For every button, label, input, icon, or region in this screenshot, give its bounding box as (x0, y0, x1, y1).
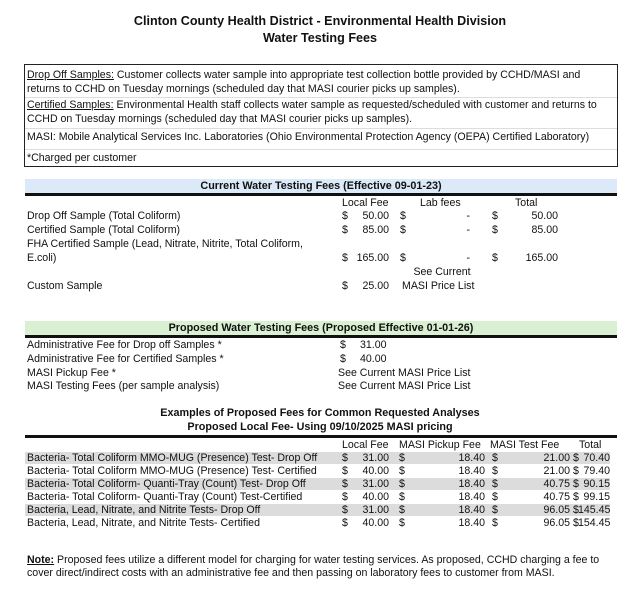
drop-off-definition-cont: returns to CCHD on Tuesday mornings (scheduled day that MASI courier picks up samples). (27, 83, 460, 95)
document-title: Clinton County Health District - Environmental Health Division (133, 14, 507, 28)
example-local-fee: 40.00 (362, 491, 389, 503)
currency-sign: $ (399, 504, 405, 516)
example-local-fee: 31.00 (362, 478, 389, 490)
col-masi-test-fee: MASI Test Fee (490, 439, 560, 451)
example-pickup-fee: 18.40 (458, 504, 485, 516)
currency-sign: $ (492, 210, 498, 222)
definitions-box (24, 64, 618, 167)
example-total: 70.40 (583, 452, 610, 464)
example-pickup-fee: 18.40 (458, 517, 485, 529)
note-label: Note: (27, 554, 55, 566)
example-test-fee: 96.05 (543, 504, 570, 516)
example-test-fee: 40.75 (543, 478, 570, 490)
col-local-fee: Local Fee (342, 197, 389, 209)
example-pickup-fee: 18.40 (458, 465, 485, 477)
charged-note: *Charged per customer (27, 152, 137, 164)
proposed-row-name: MASI Testing Fees (per sample analysis) (27, 380, 220, 392)
example-total: 99.15 (583, 491, 610, 503)
currency-sign: $ (492, 491, 498, 503)
example-row-name: Bacteria- Total Coliform- Quanti-Tray (Count) Test-Certified (27, 491, 303, 503)
proposed-fees-header: Proposed Water Testing Fees (Proposed Effective 01-01-26) (25, 321, 617, 335)
currency-sign: $ (340, 353, 346, 365)
current-row-name-cont: E.coli) (27, 252, 57, 264)
currency-sign: $ (400, 224, 406, 236)
example-total: 90.15 (583, 478, 610, 490)
currency-sign: $ (399, 465, 405, 477)
example-local-fee: 40.00 (362, 517, 389, 529)
currency-sign: $ (399, 491, 405, 503)
current-lab-fee: - (466, 224, 470, 236)
current-lab-fee-note-cont: MASI Price List (402, 280, 475, 292)
current-row-name: Custom Sample (27, 280, 103, 292)
divider (25, 128, 617, 129)
currency-sign: $ (342, 210, 348, 222)
proposed-row-name: Administrative Fee for Certified Samples * (27, 353, 224, 365)
currency-sign: $ (573, 478, 579, 490)
currency-sign: $ (492, 517, 498, 529)
example-row-name: Bacteria- Total Coliform- Quanti-Tray (Count) Test- Drop Off (27, 478, 306, 490)
header-rule (25, 435, 617, 438)
currency-sign: $ (342, 491, 348, 503)
drop-off-text: Customer collects water sample into appropriate test collection bottle provided by CCHD/MASI and (113, 69, 581, 81)
currency-sign: $ (573, 491, 579, 503)
currency-sign: $ (492, 504, 498, 516)
current-lab-fee: - (466, 210, 470, 222)
example-row-name: Bacteria, Lead, Nitrate, and Nitrite Tests- Drop Off (27, 504, 261, 516)
note-text: Proposed fees utilize a different model for charging for water testing services. As proposed, CCHD charging a fee to (54, 554, 600, 566)
current-fees-header: Current Water Testing Fees (Effective 09-01-23) (25, 179, 617, 193)
currency-sign: $ (342, 465, 348, 477)
header-rule (25, 335, 617, 338)
currency-sign: $ (342, 224, 348, 236)
example-pickup-fee: 18.40 (458, 478, 485, 490)
certified-definition (25, 98, 617, 112)
current-row-name: Drop Off Sample (Total Coliform) (27, 210, 181, 222)
current-row-name: FHA Certified Sample (Lead, Nitrate, Nitrite, Total Coliform, (27, 238, 303, 250)
masi-definition: MASI: Mobile Analytical Services Inc. Laboratories (Ohio Environmental Protection Agency (OEPA) Certified Laboratory) (27, 131, 590, 143)
proposed-row-name: MASI Pickup Fee * (27, 367, 116, 379)
example-total: 79.40 (583, 465, 610, 477)
example-test-fee: 96.05 (543, 517, 570, 529)
footnote (27, 554, 627, 580)
currency-sign: $ (342, 478, 348, 490)
current-local-fee: 50.00 (362, 210, 389, 222)
certified-definition-cont: CCHD on Tuesday mornings (scheduled day that MASI courier picks up samples). (27, 113, 413, 125)
currency-sign: $ (399, 517, 405, 529)
footnote-line-2: cover direct/indirect costs with an administrative fee and then passing on laboratory fees to customer from MASI. (27, 567, 555, 579)
current-row-name: Certified Sample (Total Coliform) (27, 224, 181, 236)
currency-sign: $ (399, 452, 405, 464)
currency-sign: $ (340, 339, 346, 351)
example-total: 154.45 (578, 517, 611, 529)
current-local-fee: 25.00 (362, 280, 389, 292)
example-local-fee: 31.00 (362, 452, 389, 464)
currency-sign: $ (573, 452, 579, 464)
example-test-fee: 21.00 (543, 465, 570, 477)
currency-sign: $ (342, 280, 348, 292)
proposed-value: 40.00 (360, 353, 387, 365)
current-total: 85.00 (531, 224, 558, 236)
drop-off-label: Drop Off Samples: (27, 69, 114, 81)
certified-text: Environmental Health staff collects water sample as requested/scheduled with customer and returns to (113, 99, 597, 111)
example-row-name: Bacteria- Total Coliform MMO-MUG (Presence) Test- Certified (27, 465, 317, 477)
current-total: 165.00 (525, 252, 558, 264)
currency-sign: $ (492, 252, 498, 264)
header-rule (25, 193, 617, 196)
examples-title: Examples of Proposed Fees for Common Requested Analyses (160, 407, 480, 419)
col-lab-fees: Lab fees (420, 197, 461, 209)
currency-sign: $ (492, 465, 498, 477)
col-total: Total (515, 197, 538, 209)
currency-sign: $ (342, 504, 348, 516)
proposed-value-text: See Current MASI Price List (338, 380, 471, 392)
currency-sign: $ (342, 517, 348, 529)
currency-sign: $ (399, 478, 405, 490)
divider (25, 149, 617, 150)
currency-sign: $ (342, 452, 348, 464)
example-local-fee: 40.00 (362, 465, 389, 477)
currency-sign: $ (400, 252, 406, 264)
currency-sign: $ (400, 210, 406, 222)
drop-off-definition (25, 68, 617, 82)
currency-sign: $ (342, 252, 348, 264)
example-row-name: Bacteria, Lead, Nitrate, and Nitrite Tests- Certified (27, 517, 260, 529)
currency-sign: $ (492, 478, 498, 490)
examples-subtitle: Proposed Local Fee- Using 09/10/2025 MASI pricing (187, 421, 453, 433)
current-local-fee: 165.00 (356, 252, 389, 264)
current-lab-fee: - (466, 252, 470, 264)
currency-sign: $ (573, 465, 579, 477)
example-pickup-fee: 18.40 (458, 452, 485, 464)
col-total: Total (579, 439, 602, 451)
current-lab-fee-note: See Current (413, 266, 471, 278)
current-local-fee: 85.00 (362, 224, 389, 236)
col-masi-pickup-fee: MASI Pickup Fee (399, 439, 481, 451)
current-total: 50.00 (531, 210, 558, 222)
proposed-value-text: See Current MASI Price List (338, 367, 471, 379)
example-local-fee: 31.00 (362, 504, 389, 516)
example-row-name: Bacteria- Total Coliform MMO-MUG (Presence) Test- Drop Off (27, 452, 318, 464)
proposed-value: 31.00 (360, 339, 387, 351)
col-local-fee: Local Fee (342, 439, 389, 451)
currency-sign: $ (573, 504, 579, 516)
proposed-row-name: Administrative Fee for Drop off Samples * (27, 339, 222, 351)
currency-sign: $ (492, 452, 498, 464)
certified-label: Certified Samples: (27, 99, 114, 111)
currency-sign: $ (573, 517, 579, 529)
currency-sign: $ (492, 224, 498, 236)
example-test-fee: 40.75 (543, 491, 570, 503)
example-pickup-fee: 18.40 (458, 491, 485, 503)
example-total: 145.45 (578, 504, 611, 516)
example-test-fee: 21.00 (543, 452, 570, 464)
document-subtitle: Water Testing Fees (262, 31, 378, 45)
footnote-line-1 (27, 554, 627, 567)
